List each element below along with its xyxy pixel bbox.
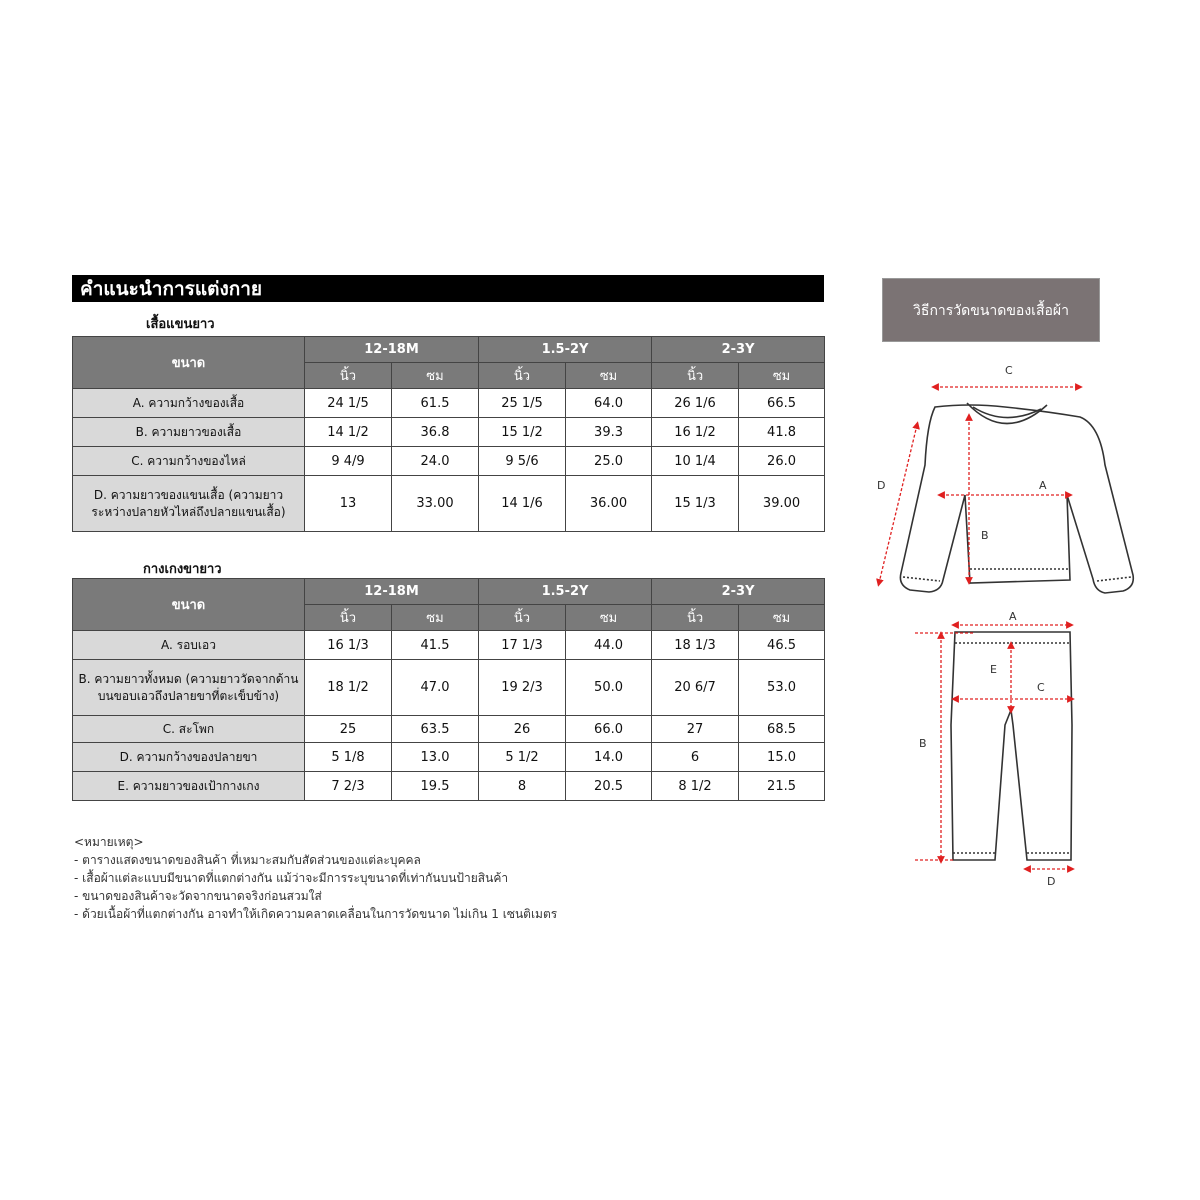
cell-value: 61.5: [392, 389, 479, 418]
cell-value: 13: [305, 476, 392, 532]
cell-value: 15 1/2: [479, 418, 566, 447]
cell-value: 15 1/3: [652, 476, 739, 532]
cell-value: 39.00: [739, 476, 825, 532]
table-row: [73, 772, 825, 801]
shirt-illustration: [900, 403, 1133, 593]
note-item: - ขนาดของสินค้าจะวัดจากขนาดจริงก่อนสวมใส่: [74, 889, 322, 903]
table-row: [73, 389, 825, 418]
pants-label-d: D: [1047, 875, 1056, 888]
row-label: B. ความยาวทั้งหมด (ความยาววัดจากด้านบนขอบเอวถึงปลายขาที่ตะเข็บข้าง): [73, 660, 305, 716]
unit-cm: ซม: [392, 605, 479, 631]
table-row: [73, 743, 825, 772]
unit-inch: นิ้ว: [479, 605, 566, 631]
cell-value: 8 1/2: [652, 772, 739, 801]
unit-cm: ซม: [566, 605, 652, 631]
table-row: [73, 476, 825, 532]
cell-value: 39.3: [566, 418, 652, 447]
cell-value: 7 2/3: [305, 772, 392, 801]
cell-value: 25 1/5: [479, 389, 566, 418]
cell-value: 64.0: [566, 389, 652, 418]
size-column: 1.5-2Y: [479, 579, 652, 605]
size-header: ขนาด: [73, 579, 305, 631]
unit-cm: ซม: [566, 363, 652, 389]
shirt-table-title: เสื้อแขนยาว: [146, 317, 215, 332]
cell-value: 36.8: [392, 418, 479, 447]
size-column: 2-3Y: [652, 337, 825, 363]
cell-value: 26.0: [739, 447, 825, 476]
shirt-size-table: [72, 336, 825, 532]
row-label: E. ความยาวของเป้ากางเกง: [73, 772, 305, 801]
cell-value: 19 2/3: [479, 660, 566, 716]
cell-value: 25: [305, 716, 392, 743]
cell-value: 63.5: [392, 716, 479, 743]
cell-value: 47.0: [392, 660, 479, 716]
cell-value: 19.5: [392, 772, 479, 801]
size-header: ขนาด: [73, 337, 305, 389]
cell-value: 36.00: [566, 476, 652, 532]
cell-value: 66.5: [739, 389, 825, 418]
cell-value: 14 1/6: [479, 476, 566, 532]
size-column: 12-18M: [305, 337, 479, 363]
shirt-label-b: B: [981, 529, 989, 542]
unit-inch: นิ้ว: [479, 363, 566, 389]
cell-value: 5 1/2: [479, 743, 566, 772]
unit-inch: นิ้ว: [652, 605, 739, 631]
cell-value: 33.00: [392, 476, 479, 532]
size-column: 2-3Y: [652, 579, 825, 605]
shirt-label-d: D: [877, 479, 886, 492]
notes: [74, 833, 557, 923]
cell-value: 9 5/6: [479, 447, 566, 476]
pants-table-title: กางเกงขายาว: [143, 562, 222, 577]
row-label: C. ความกว้างของไหล่: [73, 447, 305, 476]
cell-value: 20.5: [566, 772, 652, 801]
size-column: 12-18M: [305, 579, 479, 605]
cell-value: 41.8: [739, 418, 825, 447]
note-item: - ด้วยเนื้อผ้าที่แตกต่างกัน อาจทำให้เกิดความคลาดเคลื่อนในการวัดขนาด ไม่เกิน 1 เซนติเมตร: [74, 907, 558, 921]
size-column: 1.5-2Y: [479, 337, 652, 363]
cell-value: 14 1/2: [305, 418, 392, 447]
unit-inch: นิ้ว: [305, 363, 392, 389]
cell-value: 15.0: [739, 743, 825, 772]
cell-value: 26: [479, 716, 566, 743]
notes-heading: <หมายเหตุ>: [74, 835, 144, 849]
table-row: [73, 447, 825, 476]
cell-value: 16 1/2: [652, 418, 739, 447]
pants-label-a: A: [1009, 610, 1017, 623]
pants-size-table: [72, 578, 825, 801]
cell-value: 26 1/6: [652, 389, 739, 418]
cell-value: 27: [652, 716, 739, 743]
unit-inch: นิ้ว: [305, 605, 392, 631]
cell-value: 25.0: [566, 447, 652, 476]
row-label: B. ความยาวของเสื้อ: [73, 418, 305, 447]
howto-measure-title: วิธีการวัดขนาดของเสื้อผ้า: [882, 278, 1100, 342]
table-row: [73, 418, 825, 447]
unit-cm: ซม: [739, 363, 825, 389]
table-row: [73, 716, 825, 743]
row-label: A. ความกว้างของเสื้อ: [73, 389, 305, 418]
cell-value: 53.0: [739, 660, 825, 716]
row-label: D. ความกว้างของปลายขา: [73, 743, 305, 772]
cell-value: 6: [652, 743, 739, 772]
shirt-label-a: A: [1039, 479, 1047, 492]
cell-value: 13.0: [392, 743, 479, 772]
cell-value: 21.5: [739, 772, 825, 801]
cell-value: 16 1/3: [305, 631, 392, 660]
cell-value: 20 6/7: [652, 660, 739, 716]
note-item: - เสื้อผ้าแต่ละแบบมีขนาดที่แตกต่างกัน แม้ว่าจะมีการระบุขนาดที่เท่ากันบนป้ายสินค้า: [74, 871, 509, 885]
cell-value: 41.5: [392, 631, 479, 660]
row-label: A. รอบเอว: [73, 631, 305, 660]
unit-cm: ซม: [392, 363, 479, 389]
cell-value: 24.0: [392, 447, 479, 476]
pants-label-b: B: [919, 737, 927, 750]
cell-value: 17 1/3: [479, 631, 566, 660]
cell-value: 66.0: [566, 716, 652, 743]
pants-label-e: E: [990, 663, 997, 676]
unit-inch: นิ้ว: [652, 363, 739, 389]
cell-value: 50.0: [566, 660, 652, 716]
shirt-label-c: C: [1005, 364, 1013, 377]
cell-value: 18 1/2: [305, 660, 392, 716]
cell-value: 44.0: [566, 631, 652, 660]
cell-value: 14.0: [566, 743, 652, 772]
page-title: คำแนะนำการแต่งกาย: [72, 275, 824, 302]
cell-value: 5 1/8: [305, 743, 392, 772]
measurement-diagram: [855, 355, 1155, 895]
cell-value: 9 4/9: [305, 447, 392, 476]
row-label: D. ความยาวของแขนเสื้อ (ความยาวระหว่างปลายหัวไหล่ถึงปลายแขนเสื้อ): [73, 476, 305, 532]
note-item: - ตารางแสดงขนาดของสินค้า ที่เหมาะสมกับสัดส่วนของแต่ละบุคคล: [74, 853, 421, 867]
cell-value: 8: [479, 772, 566, 801]
table-row: [73, 660, 825, 716]
table-row: [73, 631, 825, 660]
cell-value: 18 1/3: [652, 631, 739, 660]
pants-label-c: C: [1037, 681, 1045, 694]
unit-cm: ซม: [739, 605, 825, 631]
cell-value: 46.5: [739, 631, 825, 660]
cell-value: 10 1/4: [652, 447, 739, 476]
row-label: C. สะโพก: [73, 716, 305, 743]
cell-value: 68.5: [739, 716, 825, 743]
cell-value: 24 1/5: [305, 389, 392, 418]
